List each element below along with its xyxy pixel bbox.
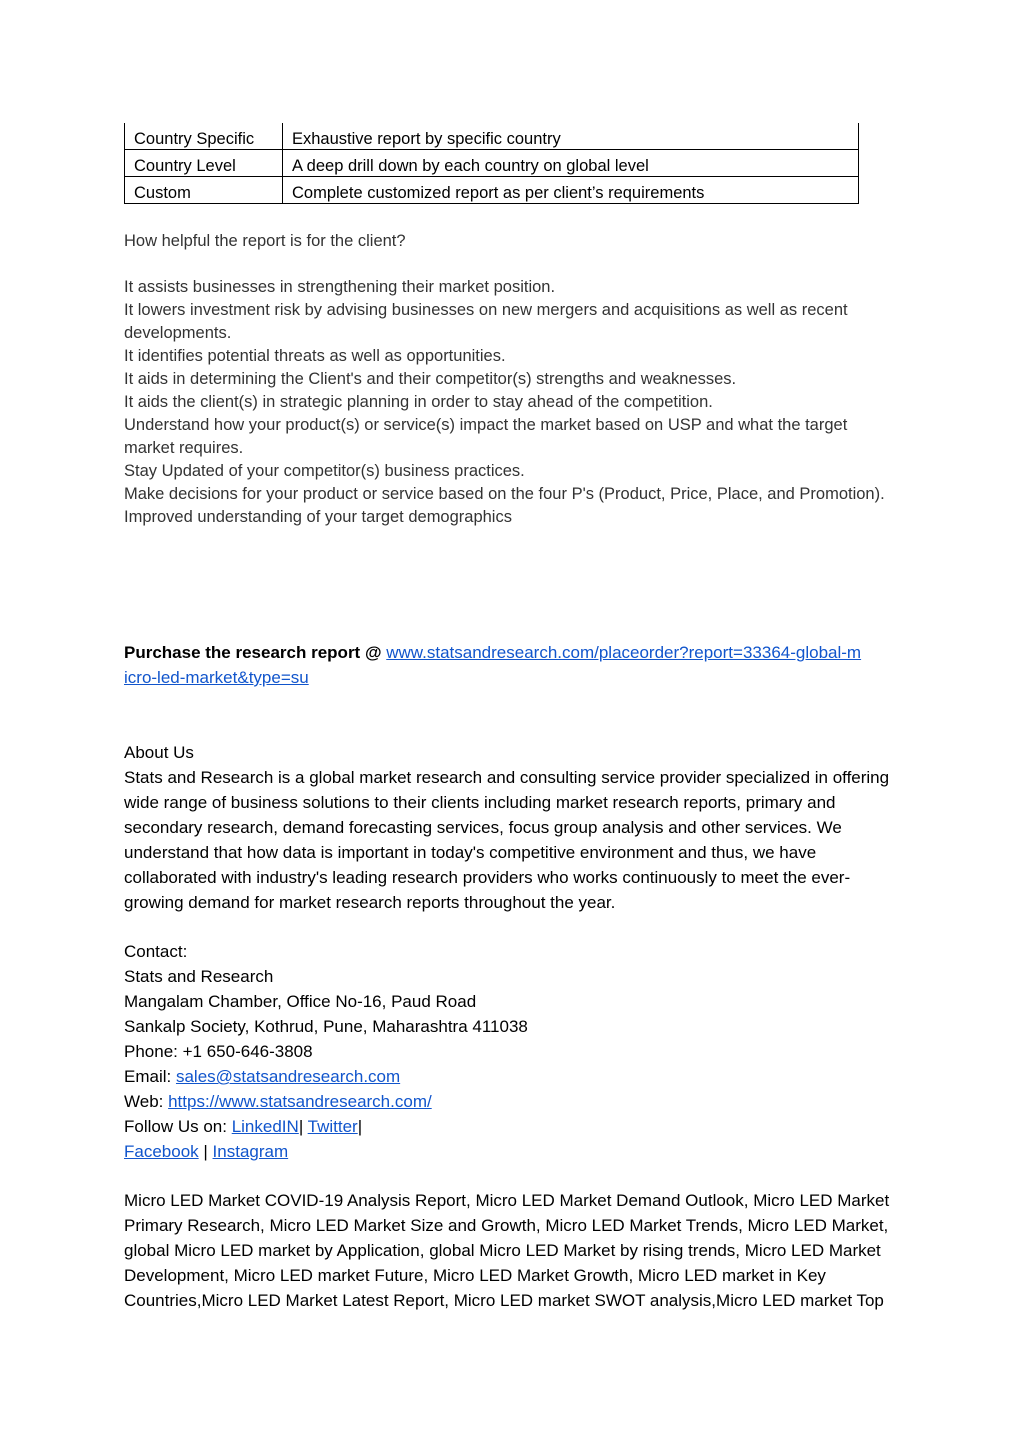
list-item: Improved understanding of your target demographics xyxy=(124,508,512,526)
about-heading: About Us xyxy=(124,743,194,762)
about-body: Stats and Research is a global market research and consulting service provider specialized in offering wide range of business solutions to their clients including market research reports, primary and secondary research, demand forecasting services, focus group analysis and other services. We understand that how data is important in today's competitive environment and thus, we have collaborated with industry's leading research providers who works continuously to meet the ever-growing demand for market research reports throughout the year. xyxy=(124,768,890,912)
list-item: Stay Updated of your competitor(s) business practices. xyxy=(124,462,525,480)
contact-address-line1: Mangalam Chamber, Office No-16, Paud Road xyxy=(124,992,477,1011)
separator: | xyxy=(357,1117,363,1136)
follow-line xyxy=(124,1114,904,1139)
facebook-link[interactable]: Facebook xyxy=(124,1142,199,1161)
twitter-link[interactable]: Twitter xyxy=(307,1117,358,1136)
follow-label: Follow Us on: xyxy=(124,1117,232,1136)
table-cell: Custom xyxy=(125,177,283,204)
list-item: It aids in determining the Client's and their competitor(s) strengths and weaknesses. xyxy=(124,370,737,388)
table-cell: Country Level xyxy=(125,150,283,177)
web-link[interactable]: https://www.statsandresearch.com/ xyxy=(168,1092,432,1111)
table-row xyxy=(125,150,859,177)
contact-phone: Phone: +1 650-646-3808 xyxy=(124,1042,313,1061)
list-item: It lowers investment risk by advising businesses on new mergers and acquisitions as well as recent developments. xyxy=(124,301,848,342)
separator: | xyxy=(198,1142,213,1161)
social-line xyxy=(124,1139,904,1164)
separator: | xyxy=(298,1117,304,1136)
list-item: It aids the client(s) in strategic planning in order to stay ahead of the competition. xyxy=(124,393,713,411)
contact-email-line xyxy=(124,1064,904,1089)
benefits-list xyxy=(124,276,894,529)
contact-web-line xyxy=(124,1089,904,1114)
table-cell: A deep drill down by each country on global level xyxy=(283,150,859,177)
purchase-label: Purchase the research report @ xyxy=(124,643,387,662)
purchase-link[interactable]: www.statsandresearch.com/placeorder?report=33364-global-micro-led-market&type=su xyxy=(124,643,862,687)
table-cell: Country Specific xyxy=(125,123,283,150)
helpful-question: How helpful the report is for the client? xyxy=(124,232,406,250)
report-options-table xyxy=(124,123,859,204)
table-row xyxy=(125,123,859,150)
list-item: It assists businesses in strengthening their market position. xyxy=(124,278,556,296)
table-row xyxy=(125,177,859,204)
contact-company: Stats and Research xyxy=(124,967,274,986)
email-label: Email: xyxy=(124,1067,176,1086)
web-label: Web: xyxy=(124,1092,169,1111)
contact-section xyxy=(124,939,904,1164)
about-section xyxy=(124,740,904,915)
linkedin-link[interactable]: LinkedIN xyxy=(231,1117,299,1136)
list-item: It identifies potential threats as well as opportunities. xyxy=(124,347,506,365)
list-item: Make decisions for your product or service based on the four P's (Product, Price, Place, and Promotion). xyxy=(124,485,885,503)
keywords-paragraph: Micro LED Market COVID-19 Analysis Report, Micro LED Market Demand Outlook, Micro LED Market Primary Research, Micro LED Market Size and Growth, Micro LED Market Trends, Micro LED Market, global Micro LED market by Application, global Micro LED Market by rising trends, Micro LED Market Development, Micro LED market Future, Micro LED Market Growth, Micro LED market in Key Countries,Micro LED Market Latest Report, Micro LED market SWOT analysis,Micro LED market Top xyxy=(124,1191,890,1310)
email-link[interactable]: sales@statsandresearch.com xyxy=(175,1067,401,1086)
table-cell: Complete customized report as per client’s requirements xyxy=(283,177,859,204)
contact-address-line2: Sankalp Society, Kothrud, Pune, Maharashtra 411038 xyxy=(124,1017,528,1036)
instagram-link[interactable]: Instagram xyxy=(212,1142,289,1161)
contact-heading: Contact: xyxy=(124,942,188,961)
table-cell: Exhaustive report by specific country xyxy=(283,123,859,150)
purchase-paragraph xyxy=(124,640,864,690)
list-item: Understand how your product(s) or service(s) impact the market based on USP and what the target market requires. xyxy=(124,416,848,457)
